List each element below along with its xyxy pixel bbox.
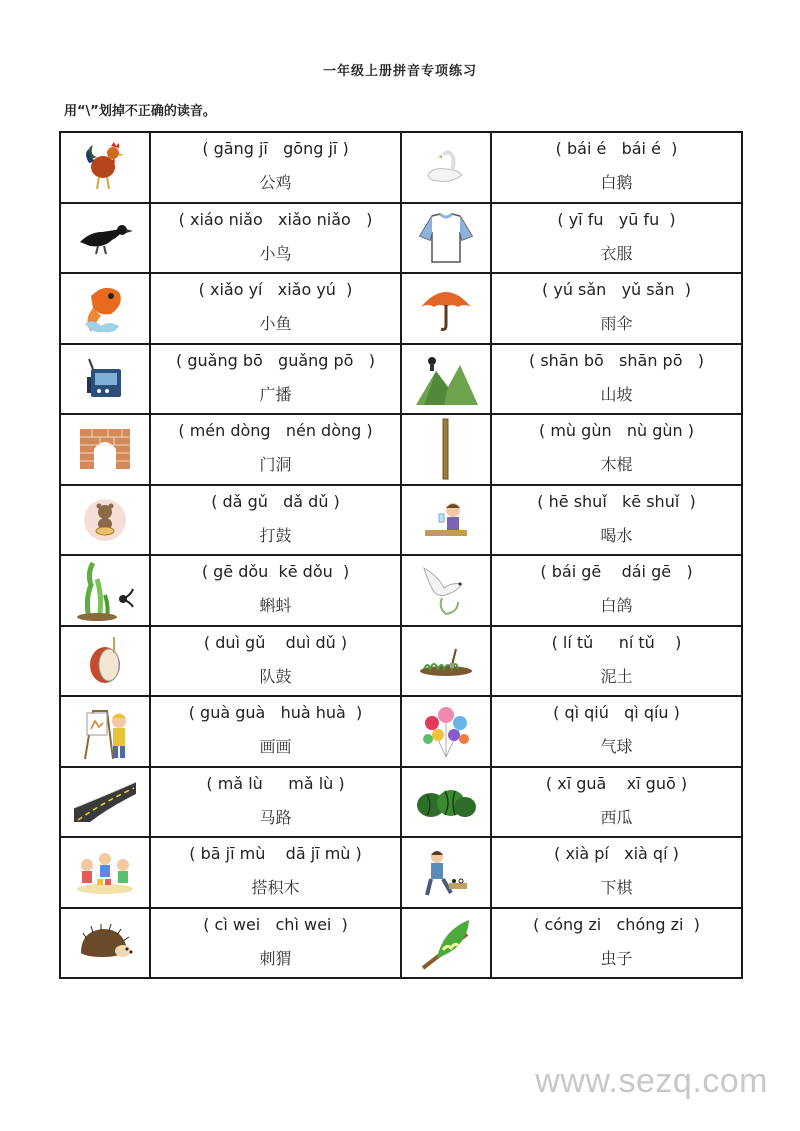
- chinese-word: 喝水: [600, 525, 633, 545]
- pinyin-cell: [491, 837, 742, 908]
- pinyin-cell: [491, 273, 742, 344]
- exercise-row: [60, 485, 742, 556]
- picture-cell: [401, 626, 491, 697]
- picture-cell: [401, 767, 491, 838]
- chinese-word: 门洞: [259, 455, 292, 475]
- chinese-word: 搭积木: [251, 878, 300, 898]
- picture-cell: [60, 203, 150, 274]
- picture-cell: [401, 132, 491, 203]
- chinese-word: 木棍: [600, 455, 633, 475]
- pinyin-cell: [491, 414, 742, 485]
- dove-icon: [402, 562, 490, 618]
- exercise-row: [60, 273, 742, 344]
- hill-icon: [402, 351, 490, 407]
- chinese-word: 白鹅: [600, 173, 633, 193]
- shirt-icon: [402, 210, 490, 266]
- picture-cell: [60, 767, 150, 838]
- picture-cell: [401, 485, 491, 556]
- pinyin-cell: [150, 132, 401, 203]
- rooster-icon: [61, 141, 149, 193]
- pinyin-options[interactable]: ( xī guā xī guō ): [545, 773, 688, 793]
- pinyin-cell: [150, 908, 401, 979]
- pinyin-cell: [150, 626, 401, 697]
- exercise-row: [60, 344, 742, 415]
- pinyin-options[interactable]: ( mǎ lù mǎ lù ): [206, 773, 345, 793]
- pinyin-cell: [491, 696, 742, 767]
- pinyin-cell: [150, 414, 401, 485]
- picture-cell: [60, 132, 150, 203]
- picture-cell: [401, 344, 491, 415]
- exercise-row: [60, 555, 742, 626]
- pinyin-options[interactable]: ( guà guà huà huà ): [188, 703, 363, 723]
- pinyin-options[interactable]: ( bái gē dái gē ): [540, 562, 693, 582]
- pinyin-options[interactable]: ( hē shuǐ kē shuǐ ): [537, 491, 696, 511]
- pinyin-options[interactable]: ( bái é bái é ): [555, 139, 678, 159]
- chinese-word: 公鸡: [259, 173, 292, 193]
- pinyin-cell: [150, 203, 401, 274]
- umbrella-icon: [402, 283, 490, 333]
- crow-icon: [61, 218, 149, 258]
- exercise-row: [60, 908, 742, 979]
- hedgehog-icon: [61, 923, 149, 963]
- kids-blocks-icon: [61, 849, 149, 895]
- balloons-icon: [402, 701, 490, 761]
- pinyin-options[interactable]: ( shān bō shān pō ): [529, 350, 704, 370]
- exercise-row: [60, 837, 742, 908]
- exercise-row: [60, 626, 742, 697]
- pinyin-cell: [491, 485, 742, 556]
- chinese-word: 广播: [259, 384, 292, 404]
- pinyin-cell: [491, 132, 742, 203]
- exercise-row: [60, 767, 742, 838]
- page-title: 一年级上册拼音专项练习: [322, 64, 477, 79]
- chinese-word: 队鼓: [259, 666, 292, 686]
- chinese-word: 泥土: [600, 666, 633, 686]
- picture-cell: [60, 414, 150, 485]
- road-icon: [61, 780, 149, 824]
- drinking-boy-icon: [402, 498, 490, 542]
- pinyin-options[interactable]: ( lí tǔ ní tǔ ): [551, 632, 682, 652]
- pinyin-cell: [150, 344, 401, 415]
- exercise-row: [60, 132, 742, 203]
- picture-cell: [401, 837, 491, 908]
- chinese-word: 画画: [259, 737, 292, 757]
- pinyin-options[interactable]: ( yú sǎn yǔ sǎn ): [542, 280, 691, 300]
- chinese-word: 虫子: [600, 948, 633, 968]
- stick-icon: [402, 418, 490, 480]
- swan-icon: [402, 147, 490, 187]
- pinyin-options[interactable]: ( dǎ gǔ dǎ dǔ ): [211, 491, 340, 511]
- picture-cell: [401, 203, 491, 274]
- chinese-word: 小鱼: [259, 314, 292, 334]
- pinyin-options[interactable]: ( xiǎo yí xiǎo yú ): [198, 280, 353, 300]
- soil-icon: [402, 645, 490, 677]
- radio-icon: [61, 357, 149, 401]
- exercise-row: [60, 203, 742, 274]
- exercise-row: [60, 696, 742, 767]
- pinyin-options[interactable]: ( guǎng bō guǎng pō ): [176, 350, 375, 370]
- chinese-word: 白鸽: [600, 596, 633, 616]
- picture-cell: [60, 344, 150, 415]
- chinese-word: 马路: [259, 807, 292, 827]
- pinyin-options[interactable]: ( bā jī mù dā jī mù ): [189, 844, 362, 864]
- tadpole-icon: [61, 559, 149, 621]
- pinyin-options[interactable]: ( qì qiú qì qíu ): [553, 703, 680, 723]
- picture-cell: [60, 273, 150, 344]
- exercise-row: [60, 414, 742, 485]
- pinyin-options[interactable]: ( mù gùn nù gùn ): [539, 421, 694, 441]
- chinese-word: 刺猬: [259, 948, 292, 968]
- caterpillar-icon: [402, 914, 490, 972]
- picture-cell: [60, 485, 150, 556]
- chinese-word: 西瓜: [600, 807, 633, 827]
- chinese-word: 下棋: [600, 878, 633, 898]
- pinyin-cell: [491, 203, 742, 274]
- picture-cell: [401, 555, 491, 626]
- pinyin-options[interactable]: ( mén dòng nén dòng ): [178, 421, 373, 441]
- picture-cell: [401, 696, 491, 767]
- instruction-text: 用“\”划掉不正确的读音。: [64, 104, 216, 119]
- pinyin-cell: [491, 344, 742, 415]
- chinese-word: 气球: [600, 737, 633, 757]
- pinyin-cell: [491, 767, 742, 838]
- chinese-word: 小鸟: [259, 243, 292, 263]
- pinyin-options[interactable]: ( duì gǔ duì dǔ ): [203, 632, 348, 652]
- pinyin-cell: [491, 555, 742, 626]
- watermark: www.sezq.com: [535, 1062, 768, 1100]
- pinyin-cell: [491, 626, 742, 697]
- pinyin-cell: [150, 273, 401, 344]
- pinyin-cell: [491, 908, 742, 979]
- pinyin-cell: [150, 767, 401, 838]
- brick-arch-icon: [61, 427, 149, 471]
- chess-player-icon: [402, 845, 490, 899]
- chinese-word: 打鼓: [259, 525, 292, 545]
- pinyin-options[interactable]: ( gē dǒu kē dǒu ): [201, 562, 350, 582]
- pinyin-options[interactable]: ( xiáo niǎo xiǎo niǎo ): [178, 209, 373, 229]
- pinyin-cell: [150, 485, 401, 556]
- drum-icon: [61, 635, 149, 687]
- pinyin-options[interactable]: ( yī fu yū fu ): [557, 209, 676, 229]
- pinyin-options[interactable]: ( gāng jī gōng jī ): [202, 139, 349, 159]
- goldfish-icon: [61, 280, 149, 336]
- chinese-word: 蝌蚪: [259, 596, 292, 616]
- chinese-word: 衣服: [600, 243, 633, 263]
- picture-cell: [401, 908, 491, 979]
- pinyin-options[interactable]: ( cì wei chì wei ): [203, 914, 348, 934]
- picture-cell: [60, 626, 150, 697]
- exercise-table: [59, 131, 743, 979]
- picture-cell: [60, 908, 150, 979]
- pinyin-options[interactable]: ( cóng zi chóng zi ): [533, 914, 700, 934]
- painter-icon: [61, 701, 149, 761]
- watermelon-icon: [402, 785, 490, 819]
- bear-drum-icon: [61, 498, 149, 542]
- pinyin-cell: [150, 837, 401, 908]
- picture-cell: [60, 555, 150, 626]
- picture-cell: [60, 696, 150, 767]
- picture-cell: [401, 273, 491, 344]
- pinyin-cell: [150, 555, 401, 626]
- picture-cell: [60, 837, 150, 908]
- chinese-word: 山坡: [600, 384, 633, 404]
- pinyin-cell: [150, 696, 401, 767]
- chinese-word: 雨伞: [600, 314, 633, 334]
- pinyin-options[interactable]: ( xià pí xià qí ): [554, 844, 679, 864]
- picture-cell: [401, 414, 491, 485]
